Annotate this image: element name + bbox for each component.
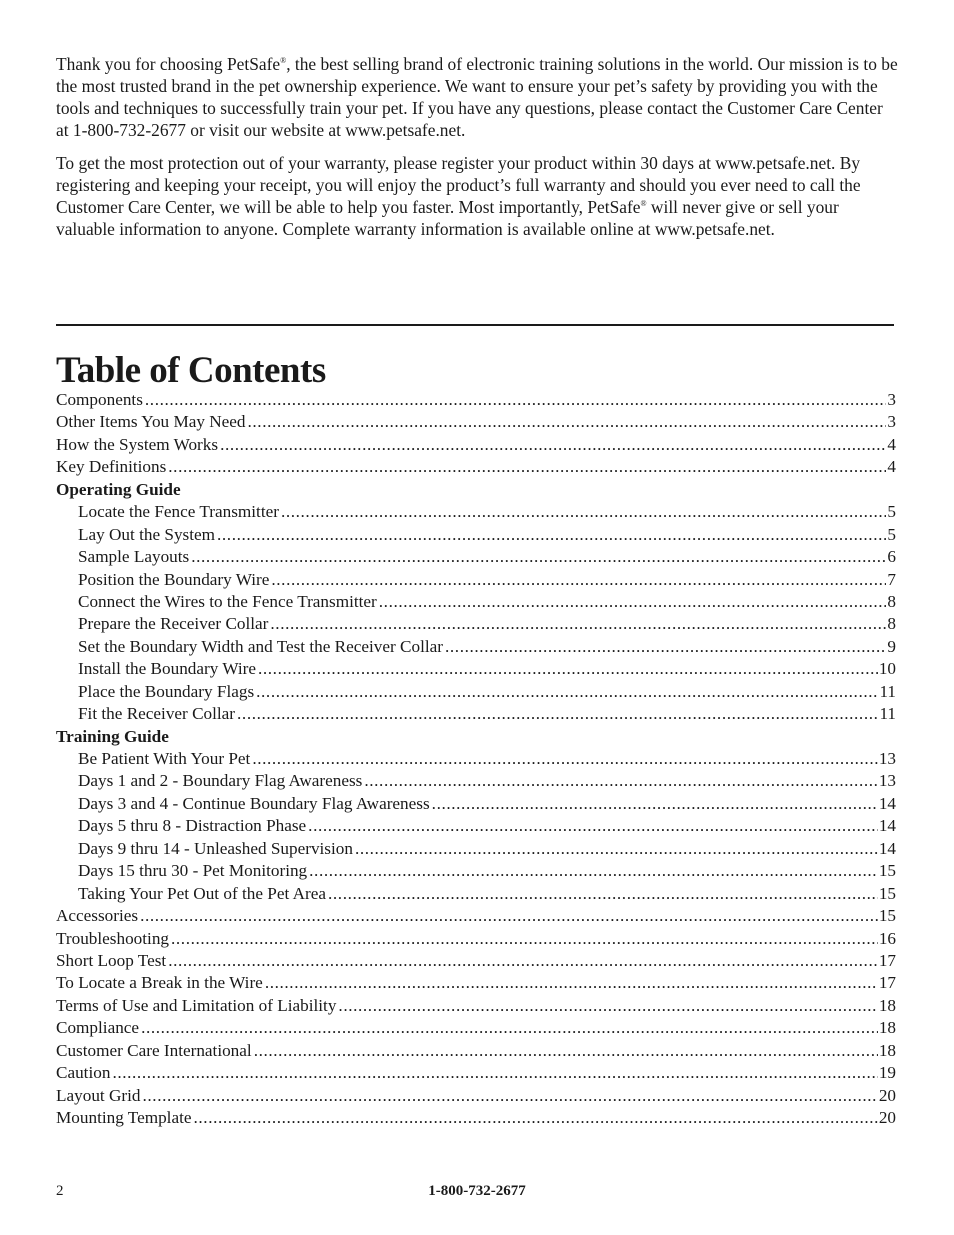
intro-text — [56, 53, 898, 251]
toc-entry-label: Be Patient With Your Pet — [78, 749, 251, 768]
toc-leader-dots — [308, 815, 878, 837]
toc-entry — [56, 703, 896, 725]
intro-paragraph-2 — [56, 152, 898, 240]
toc-leader-dots — [168, 950, 878, 972]
toc-leader-dots — [258, 658, 878, 680]
toc-entry — [56, 613, 896, 635]
toc-entry — [56, 905, 896, 927]
toc-group-bottom — [56, 905, 896, 1129]
toc-entry-label: Short Loop Test — [56, 950, 167, 970]
toc-leader-dots — [252, 748, 878, 770]
intro-paragraph-1 — [56, 53, 898, 141]
toc-leader-dots — [256, 681, 878, 703]
toc-entry-page: 8 — [887, 614, 896, 634]
toc-leader-dots — [379, 591, 887, 613]
toc-entry-label: Position the Boundary Wire — [78, 569, 270, 589]
toc-entry — [56, 815, 896, 837]
toc-heading-operating-guide: Operating Guide — [56, 479, 181, 499]
toc-entry-page: 3 — [887, 390, 896, 409]
toc-leader-dots — [270, 613, 886, 635]
toc-entry — [56, 658, 896, 680]
toc-entry — [56, 411, 896, 433]
toc-entry-page: 13 — [878, 771, 896, 791]
intro-p1-text-a: Thank you for choosing PetSafe — [56, 54, 281, 74]
toc-entry — [56, 636, 896, 658]
toc-leader-dots — [445, 636, 886, 658]
toc-entry-page: 17 — [878, 950, 896, 970]
toc-leader-dots — [145, 389, 887, 411]
toc-entry-label: Components — [56, 390, 143, 409]
toc-entry-label: Place the Boundary Flags — [78, 681, 255, 701]
toc-entry-label: Troubleshooting — [56, 928, 170, 948]
toc-leader-dots — [432, 793, 878, 815]
toc-leader-dots — [265, 972, 878, 994]
toc-entry-page: 18 — [878, 995, 896, 1015]
toc-entry — [56, 928, 896, 950]
toc-entry-page: 18 — [878, 1018, 896, 1038]
toc-entry-label: Days 1 and 2 - Boundary Flag Awareness — [78, 771, 363, 791]
toc-entry-label: Compliance — [56, 1018, 140, 1038]
toc-entry-label: Taking Your Pet Out of the Pet Area — [78, 883, 326, 903]
toc-entry-label: Install the Boundary Wire — [78, 659, 256, 679]
toc-entry — [56, 434, 896, 456]
toc-entry-label: Days 9 thru 14 - Unleashed Supervision — [78, 838, 353, 858]
toc-entry-page: 14 — [878, 816, 896, 836]
toc-entry — [56, 546, 896, 568]
toc-entry — [56, 995, 896, 1017]
toc-entry-page: 7 — [887, 569, 896, 589]
toc-entry — [56, 1085, 896, 1107]
toc-entry-page: 17 — [878, 973, 896, 993]
toc-entry-label: Layout Grid — [56, 1085, 141, 1105]
toc-entry-label: Terms of Use and Limitation of Liability — [56, 995, 337, 1015]
toc-entry — [56, 838, 896, 860]
toc-entry — [56, 860, 896, 882]
toc-entry-label: Prepare the Receiver Collar — [78, 614, 269, 634]
toc-leader-dots — [355, 838, 878, 860]
toc-entry-label: Set the Boundary Width and Test the Receiver Collar — [78, 636, 444, 656]
toc-entry-label: Locate the Fence Transmitter — [78, 502, 279, 522]
toc-entry-page: 15 — [878, 906, 896, 926]
toc-entry-page: 18 — [878, 1040, 896, 1060]
toc-entry — [56, 972, 896, 994]
toc-entry-label: Connect the Wires to the Fence Transmitter — [78, 591, 377, 611]
toc-leader-dots — [140, 905, 878, 927]
toc-entry-page: 5 — [887, 502, 896, 522]
toc-entry — [56, 748, 896, 770]
toc-entry-page: 8 — [887, 591, 896, 611]
toc-entry — [56, 1107, 896, 1129]
toc-leader-dots — [141, 1017, 878, 1039]
toc-group-training-guide — [56, 748, 896, 905]
toc-entry-page: 5 — [887, 524, 896, 544]
toc-leader-dots — [194, 1107, 878, 1129]
toc-entry-page: 14 — [878, 838, 896, 858]
toc-entry-label: Accessories — [56, 906, 139, 926]
toc-leader-dots — [220, 434, 886, 456]
toc-entry-page: 13 — [878, 749, 896, 768]
toc-entry-page: 4 — [887, 434, 896, 454]
toc-entry-page: 3 — [887, 412, 896, 432]
toc-leader-dots — [112, 1062, 877, 1084]
toc-entry-page: 14 — [878, 793, 896, 813]
toc-entry — [56, 1062, 896, 1084]
toc-entry-label: Lay Out the System — [78, 524, 216, 544]
toc-leader-dots — [168, 456, 886, 478]
page-number: 2 — [56, 1183, 64, 1199]
toc-entry — [56, 770, 896, 792]
toc-entry — [56, 1017, 896, 1039]
toc-entry-page: 4 — [887, 457, 896, 477]
toc-leader-dots — [191, 546, 886, 568]
toc-entry-label: Key Definitions — [56, 457, 167, 477]
toc-entry-label: Days 5 thru 8 - Distraction Phase — [78, 816, 307, 836]
toc-entry-page: 11 — [879, 704, 896, 724]
toc-entry-label: Days 3 and 4 - Continue Boundary Flag Awareness — [78, 793, 430, 813]
toc-entry-page: 20 — [878, 1085, 896, 1105]
toc-leader-dots — [309, 860, 878, 882]
toc-entry-page: 15 — [878, 861, 896, 881]
toc-entry — [56, 681, 896, 703]
toc-entry-label: Days 15 thru 30 - Pet Monitoring — [78, 861, 308, 881]
toc-leader-dots — [364, 770, 877, 792]
toc-entry-page: 9 — [887, 636, 896, 656]
toc-leader-dots — [328, 883, 878, 905]
toc-entry-page: 6 — [887, 547, 896, 567]
toc-leader-dots — [271, 569, 886, 591]
toc-entry-label: Other Items You May Need — [56, 412, 246, 432]
toc-leader-dots — [171, 928, 878, 950]
toc-entry — [56, 524, 896, 546]
intro-p2-text-a: To get the most protection out of your warranty, please register your product within 30 days at www.petsafe.net. By registering and keeping your receipt, you will enjoy the product’s full warranty and should you ever need to call the Customer Care Center, we will be able to help you faster. Most importantly, PetSafe — [56, 153, 861, 217]
toc-entry-label: Fit the Receiver Collar — [78, 704, 236, 724]
toc-leader-dots — [217, 524, 886, 546]
toc-entry-page: 10 — [878, 659, 896, 679]
toc-entry-page: 11 — [879, 681, 896, 701]
registered-mark: ® — [640, 199, 647, 209]
intro-p1-text-b: , the best selling brand of electronic training solutions in the world. Our mission is to be the most trusted brand in the pet ownership experience. We want to ensure your pet’s safety by providing you with the tools and techniques to successfully train your pet. If you have any questions, please contact the Customer Care Center at 1-800-732-2677 or visit our website at www.petsafe.net. — [56, 54, 898, 140]
toc-title: Table of Contents — [56, 350, 326, 391]
toc-entry — [56, 883, 896, 905]
toc-entry-label: Sample Layouts — [78, 547, 190, 567]
footer-phone-number: 1-800-732-2677 — [428, 1183, 526, 1199]
toc-group-operating-guide — [56, 501, 896, 725]
toc-entry-label: Mounting Template — [56, 1108, 192, 1127]
toc-leader-dots — [237, 703, 878, 725]
toc-entry — [56, 1040, 896, 1062]
toc-entry-page: 19 — [878, 1063, 896, 1083]
toc-entry-label: Caution — [56, 1063, 111, 1083]
toc-leader-dots — [248, 411, 887, 433]
toc-entry — [56, 456, 896, 478]
toc-entry — [56, 950, 896, 972]
horizontal-divider — [56, 324, 894, 326]
table-of-contents — [56, 389, 896, 1129]
toc-entry-page: 16 — [878, 928, 896, 948]
registered-mark: ® — [280, 56, 287, 66]
toc-leader-dots — [338, 995, 877, 1017]
toc-entry-label: How the System Works — [56, 434, 219, 454]
toc-entry — [56, 389, 896, 411]
toc-entry-label: Customer Care International — [56, 1040, 252, 1060]
toc-group-top — [56, 389, 896, 479]
toc-leader-dots — [143, 1085, 878, 1107]
toc-entry-label: To Locate a Break in the Wire — [56, 973, 263, 993]
toc-heading-training-guide: Training Guide — [56, 726, 169, 746]
toc-entry — [56, 501, 896, 523]
toc-entry — [56, 591, 896, 613]
toc-leader-dots — [254, 1040, 878, 1062]
toc-entry — [56, 793, 896, 815]
toc-entry-page: 15 — [878, 883, 896, 903]
intro-p2-text-b: will never give or sell your valuable information to anyone. Complete warranty information is available online at www.petsafe.net. — [56, 197, 839, 239]
toc-entry-page: 20 — [878, 1108, 896, 1127]
toc-leader-dots — [281, 501, 886, 523]
toc-entry — [56, 569, 896, 591]
